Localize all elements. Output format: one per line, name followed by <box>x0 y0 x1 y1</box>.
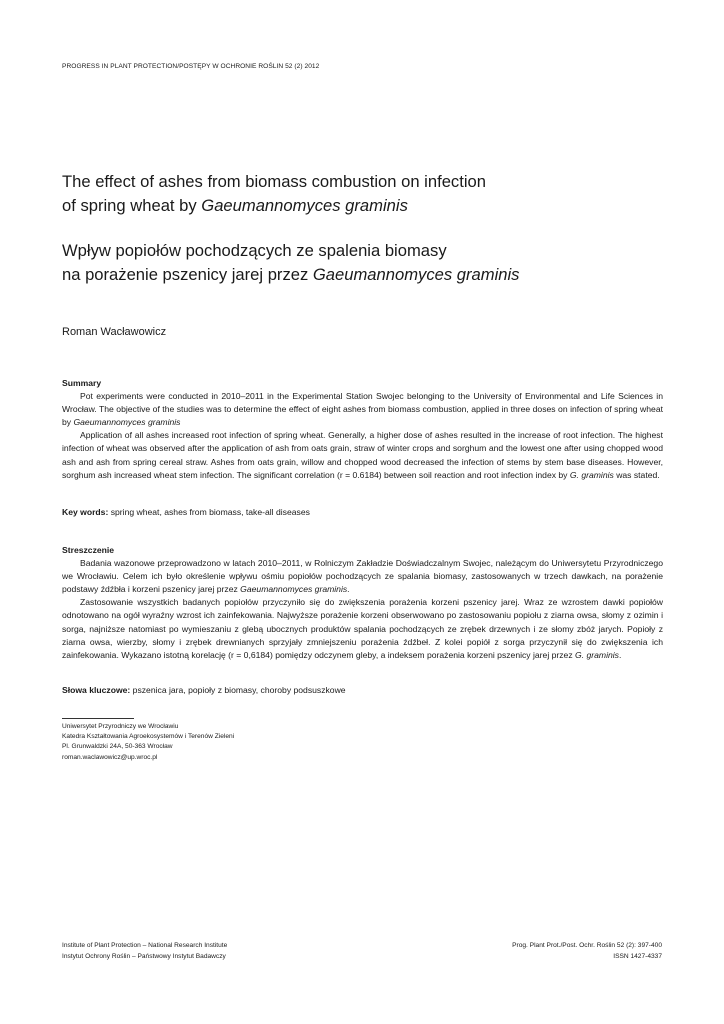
footnote-line3: Pl. Grunwaldzki 24A, 50-363 Wrocław <box>62 743 173 751</box>
summary-paragraph-1 <box>62 390 663 429</box>
running-header: PROGRESS IN PLANT PROTECTION/POSTĘPY W OCHRONIE ROŚLIN 52 (2) 2012 <box>62 63 320 70</box>
title-en-line2 <box>62 194 662 218</box>
streszczenie-p2-end: . <box>618 649 622 660</box>
footer-citation: Prog. Plant Prot./Post. Ochr. Roślin 52 (2): 397-400 <box>512 942 662 949</box>
summary-heading: Summary <box>62 378 102 388</box>
streszczenie-p2-species: G. graminis <box>575 649 619 660</box>
summary-p2-text: Application of all ashes increased root infection of spring wheat. Generally, a higher dose of ashes resulted in the increase of root infection. The highest infection of wheat was observed after the application of ash from oats grain, straw of winter crops and sorghum and the lowest one after using chopped wood ash and ash from spring cereal straw. Ashes from oats grain, willow and chopped wood decreased the infection of stems by stem base diseases. However, sorghum ash increased wheat stem infection. The significant correlation (r = 0.6184) between soil reaction and root infection index by <box>62 430 663 480</box>
author-name: Roman Wacławowicz <box>62 326 167 338</box>
keywords <box>62 507 310 517</box>
summary-p2-end: was stated. <box>613 469 660 480</box>
streszczenie-p1-end: . <box>347 584 350 595</box>
footnote-email: roman.waclawowicz@up.wroc.pl <box>62 753 158 761</box>
article-title-polish <box>62 239 662 287</box>
footnote-line1: Uniwersytet Przyrodniczy we Wrocławiu <box>62 723 179 730</box>
footer-left <box>62 940 227 963</box>
footnote-divider <box>62 718 134 719</box>
footer-institute-pl: Instytut Ochrony Roślin – Państwowy Instytut Badawczy <box>62 953 226 961</box>
streszczenie-heading: Streszczenie <box>62 545 115 555</box>
footer-right <box>512 940 662 963</box>
footer-issn: ISSN 1427-4337 <box>613 953 662 961</box>
streszczenie-p1-species: Gaeumannomyces graminis <box>240 584 348 595</box>
slowa-text: pszenica jara, popioły z biomasy, choroby podsuszkowe <box>130 685 346 695</box>
streszczenie-p2-text: Zastosowanie wszystkich badanych popiołów przyczyniło się do zwiększenia porażenia korzeni pszenicy jarej. Wraz ze wzrostem dawki popiołów odnotowano na ogół wyraźny wzrost ich zainfekowania. Najwyższe porażenie korzeni obserwowano po zastosowaniu popiołu z ziarna owsa, słomy z ozimin i sorga, najniższe natomiast po wymieszaniu z glebą ubocznych produktów spalania pochodzących ze zrębek drzewnych i ze słomy zbóż jarych. Popioły z ziarna owsa, wierzby, słomy i zrębek drewnianych sprzyjały zmniejszeniu porażenia źdźbeł. Z kolei popiół z sorga przyczynił się do zwiększenia ich zainfekowania. Wykazano istotną korelację (r = 0,6184) pomiędzy odczynem gleby, a indeksem porażenia korzeni pszenicy jarej przez <box>62 597 663 660</box>
summary-section <box>62 377 663 482</box>
keywords-text: spring wheat, ashes from biomass, take-all diseases <box>108 507 310 517</box>
summary-p2-species: G. graminis <box>569 469 614 480</box>
summary-p1-species: Gaeumannomyces graminis <box>73 417 181 428</box>
title-en-line1: The effect of ashes from biomass combustion on infection <box>62 172 486 191</box>
footnote-line2: Katedra Kształtowania Agroekosystemów i Terenów Zieleni <box>62 733 235 741</box>
streszczenie-paragraph-2 <box>62 596 663 661</box>
streszczenie-p1-text: Badania wazonowe przeprowadzono w latach 2010–2011, w Rolniczym Zakładzie Doświadczalnym Swojec, należącym do Uniwersytetu Przyrodniczego we Wrocławiu. Celem ich było określenie wpływu ośmiu popiołów pochodzących ze spalania biomasy, zastosowanych w trzech dawkach, na porażenie podstawy źdźbła i korzeni pszenicy jarej przez <box>62 558 663 595</box>
summary-paragraph-2 <box>62 429 663 481</box>
slowa-kluczowe <box>62 685 346 695</box>
slowa-label: Słowa kluczowe: <box>62 685 131 695</box>
streszczenie-paragraph-1 <box>62 557 663 596</box>
title-pl-line2 <box>62 263 662 287</box>
summary-p1-text: Pot experiments were conducted in 2010–2011 in the Experimental Station Swojec belonging to the University of Environmental and Life Sciences in Wrocław. The objective of the studies was to determine the effect of eight ashes from biomass combustion, applied in three doses on infection of spring wheat by <box>62 391 663 428</box>
keywords-label: Key words: <box>62 507 109 517</box>
article-title-english <box>62 170 662 218</box>
footer-institute-en: Institute of Plant Protection – National Research Institute <box>62 942 228 949</box>
affiliation-footnote <box>62 722 234 763</box>
streszczenie-section <box>62 544 663 662</box>
title-en-species: Gaeumannomyces graminis <box>201 196 408 215</box>
title-pl-line2-prefix: na porażenie pszenicy jarej przez <box>62 265 313 284</box>
title-pl-line1: Wpływ popiołów pochodzących ze spalenia biomasy <box>62 241 447 260</box>
title-pl-species: Gaeumannomyces graminis <box>312 265 520 284</box>
title-en-line2-prefix: of spring wheat by <box>62 196 202 215</box>
